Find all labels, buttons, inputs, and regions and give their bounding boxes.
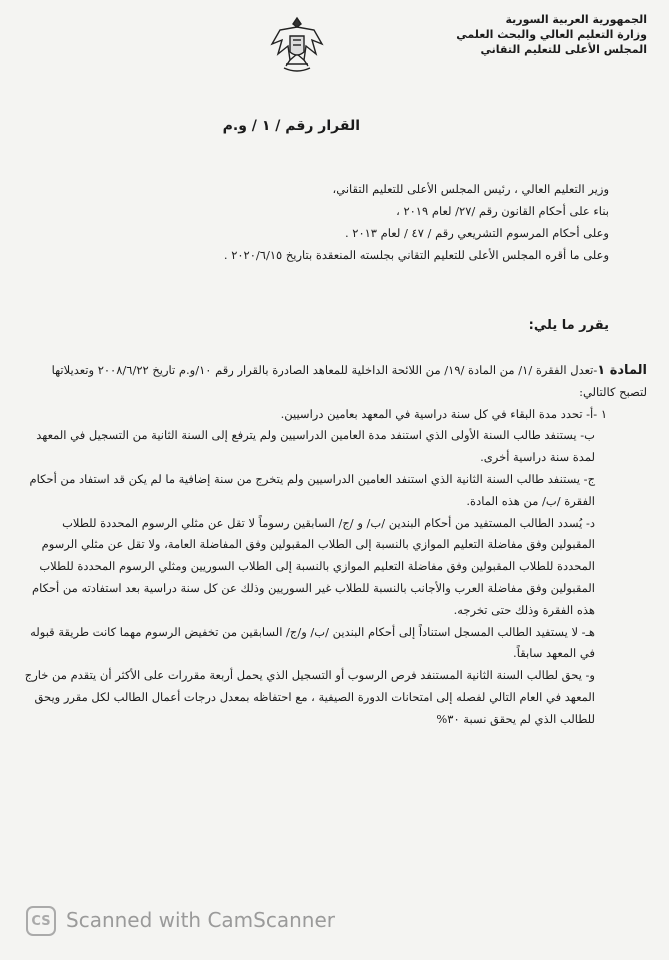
article-item: و- يحق لطالب السنة الثانية المستنفد فرص الرسوب أو التسجيل الذي يحمل أربعة مقررات على الأكثر أن يتقدم من خارج المعهد في العام التالي لفصله إلى امتحانات الدورة الصيفية ، مع احتفاظه بمعدل درجات أعمال الطالب لكل مقرر ويحق للطالب الذي لم يحقق نسبة ٣٠% [24,668,595,726]
decision-number: القرار رقم / ١ / و.م [222,118,360,134]
preamble-line: وعلى ما أقره المجلس الأعلى للتعليم التقاني بجلسته المنعقدة بتاريخ ٢٠٢٠/٦/١٥ . [223,248,609,262]
article-item: هـ- لا يستفيد الطالب المسجل استناداً إلى أحكام البندين /ب/ و/ج/ السابقين من تخفيض الرسوم مهما كانت طريقة قبوله في المعهد سابقاً. [30,624,595,661]
article-label: المادة ١ [597,363,647,378]
syrian-eagle-emblem-icon [262,10,332,80]
letterhead-line-council: المجلس الأعلى للتعليم التقاني [480,43,647,56]
article-intro-text: -تعدل الفقرة /١/ من المادة /١٩/ من اللائحة الداخلية للمعاهد الصادرة بالقرار رقم ١٠/و.م تاريخ ٢٠٠٨/٦/٢٢ وتعديلاتها لتصبح كالتالي: [51,363,647,399]
preamble [49,178,609,266]
article-intro [22,360,647,404]
article-item: ج- يستنفد طالب السنة الثانية الذي استنفد العامين الدراسيين ولم يتخرج من سنة إضافية ما لم يكن قد استفاد من أحكام الفقرة /ب/ من هذه المادة. [29,471,595,508]
letterhead-line-country: الجمهورية العربية السورية [505,13,647,26]
article-item: د- يُسدد الطالب المستفيد من أحكام البندين /ب/ و /ج/ السابقين رسوماً لا تقل عن مثلي الرسوم المحددة للطلاب المقبولين وفق مفاضلة التعليم الموازي بالنسبة إلى الطلاب المقبولين وفق المفاضلة العامة، ولا تقل عن مثلي الرسوم المحددة للطلاب المقبولين وفق مفاضلة التعليم الموازي بالنسبة إلى الطلاب السوريين ومثلي الرسوم المحددة للطلاب المقبولين وفق مفاضلة العرب والأجانب بالنسبة للطلاب غير السوريين وذلك عن كل سنة دراسية بعد استفادته من أحكام هذه الفقرة وذلك حتى تخرجه. [31,515,595,617]
resolves-heading: يقرر ما يلي: [528,318,609,333]
letterhead [447,12,647,57]
article-item: ب- يستنفد طالب السنة الأولى الذي استنفد مدة العامين الدراسيين ولم يترفع إلى السنة الثانية من التسجيل في المعهد لمدة سنة دراسية أخرى. [36,428,595,465]
article-body [22,360,647,731]
letterhead-line-ministry: وزارة التعليم العالي والبحث العلمي [456,28,647,41]
article-item: ١ -أ- تحدد مدة البقاء في كل سنة دراسية في المعهد بعامين دراسيين. [280,406,607,421]
camscanner-watermark: Scanned with CamScanner [66,908,335,932]
preamble-line: وزير التعليم العالي ، رئيس المجلس الأعلى للتعليم التقاني، [332,182,609,196]
camscanner-logo-icon: CS [26,906,56,936]
preamble-line: وعلى أحكام المرسوم التشريعي رقم / ٤٧ / لعام ٢٠١٣ . [344,226,609,240]
preamble-line: بناء على أحكام القانون رقم /٢٧/ لعام ٢٠١٩ ، [396,204,609,218]
